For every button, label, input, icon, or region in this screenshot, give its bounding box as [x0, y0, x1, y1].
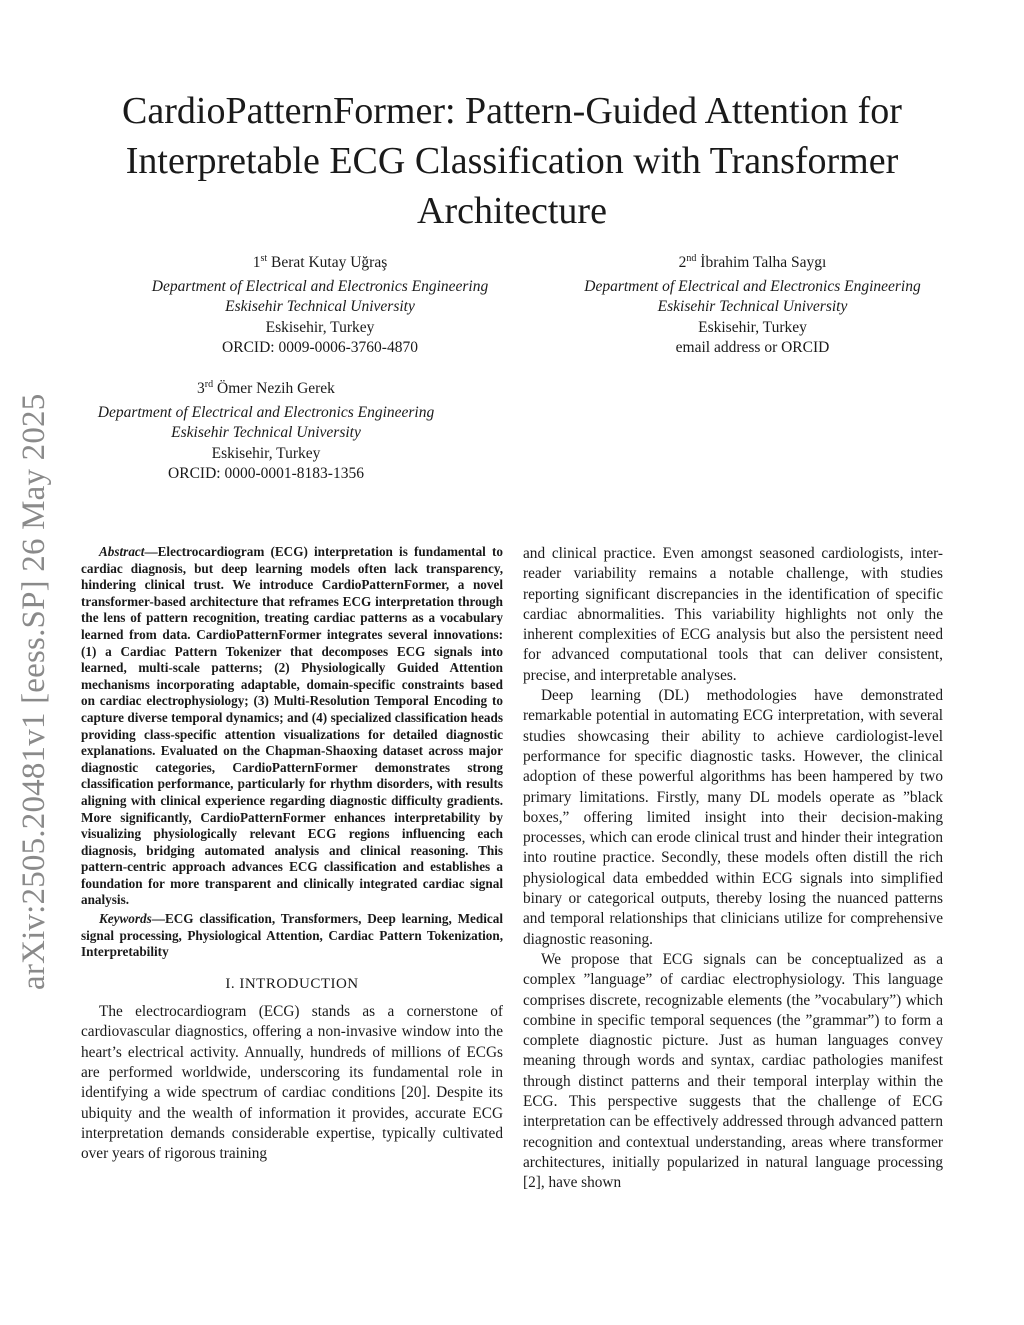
author-department: Department of Electrical and Electronics Engineering [151, 277, 489, 295]
arxiv-identifier: arXiv:2505.20481v1 [eess.SP] 26 May 2025 [16, 393, 52, 990]
author-name: 1st Berat Kutay Uğraş [252, 253, 388, 272]
body-paragraph: and clinical practice. Even amongst seasoned cardiologists, inter-reader variability remains a notable challenge, with studies reporting significant discrepancies in the identification of specific cardiac abnormalities. This variability highlights not only the inherent complexities of ECG analysis but also the persistent need for advanced computational tools that can deliver consistent, precise, and interpretable analyses. [523, 545, 943, 684]
author-city: Eskisehir, Turkey [265, 318, 375, 336]
abstract [81, 544, 503, 909]
author-university: Eskisehir Technical University [171, 424, 361, 442]
author-contact: ORCID: 0009-0006-3760-4870 [222, 339, 418, 357]
section-heading: I. INTRODUCTION [225, 975, 359, 992]
author-university: Eskisehir Technical University [225, 298, 415, 316]
author-name: 3rd Ömer Nezih Gerek [197, 379, 335, 398]
keywords-text: —ECG classification, Transformers, Deep learning, Medical signal processing, Physiological Attention, Cardiac Pattern Tokenization, Interpretability [81, 911, 503, 960]
author-university: Eskisehir Technical University [657, 298, 848, 316]
left-column [81, 544, 503, 1165]
keywords-label: Keywords [99, 911, 152, 927]
abstract-text: —Electrocardiogram (ECG) interpretation is fundamental to cardiac diagnosis, but deep learning models often lack transparency, hindering clinical trust. We introduce CardioPatternFormer, a novel transformer-based architecture that reframes ECG interpretation through the lens of pattern recognition, treating cardiac patterns as a vocabulary learned from data. CardioPatternFormer integrates several innovations: (1) a Cardiac Pattern Tokenizer that decomposes ECG signals into learned, multi-scale patterns; (2) Physiologically Guided Attention mechanisms incorporating adaptable, domain-specific constraints based on cardiac electrophysiology; (3) Multi-Resolution Temporal Encoding to capture diverse temporal dynamics; and (4) specialized classification heads providing class-specific attention visualizations for detailed diagnostic explanations. Evaluated on the Chapman-Shaoxing dataset across major diagnostic categories, CardioPatternFormer demonstrates strong classification performance, particularly for rhythm disorders, with results aligning with clinical experience regarding diagnostic difficulty gradients. More significantly, CardioPatternFormer enhances interpretability by visualizing physiologically relevant ECG regions influencing each diagnosis, bridging automated analysis and clinical reasoning. This pattern-centric approach advances ECG classification and establishes a foundation for more transparent and clinically integrated cardiac signal analysis. [81, 544, 503, 908]
author-block-2 [560, 249, 945, 359]
abstract-label: Abstract [99, 544, 145, 559]
author-department: Department of Electrical and Electronics Engineering [97, 403, 435, 421]
body-paragraph: The electrocardiogram (ECG) stands as a cornerstone of cardiovascular diagnostics, offering a non-invasive window into the heart’s electrical activity. Annually, hundreds of millions of ECGs are performed worldwide, underscoring its fundamental role in identifying a wide spectrum of cardiac conditions [20]. Despite its ubiquity and the wealth of information it provides, accurate ECG interpretation demands considerable expertise, typically cultivated over years of rigorous training [81, 1003, 503, 1163]
author-city: Eskisehir, Turkey [698, 318, 807, 336]
author-block-3 [76, 375, 456, 485]
body-paragraph: Deep learning (DL) methodologies have demonstrated remarkable potential in automating ECG interpretation, with several studies showcasing their ability to achieve cardiologist-level performance for specific diagnostic tasks. However, the clinical adoption of these powerful algorithms has been hampered by two primary limitations. Firstly, many DL models operate as ”black boxes,” offering limited insight into their decision-making processes, which can erode clinical trust and hinder their integration into routine practice. Secondly, these models often distill the rich physiological data embedded within ECG signals into simplified binary or categorical outputs, thereby losing the nuanced patterns and temporal relationships that clinicians utilize for comprehensive diagnostic reasoning. [523, 687, 943, 948]
author-department: Department of Electrical and Electronics Engineering [584, 277, 921, 295]
paper-title: CardioPatternFormer: Pattern-Guided Attention for Interpretable ECG Classification with Transformer Architecture [122, 90, 902, 232]
author-block-1 [130, 249, 510, 359]
author-name: 2nd İbrahim Talha Saygı [678, 253, 827, 272]
keywords [81, 911, 503, 961]
right-column [523, 544, 943, 1194]
author-contact: ORCID: 0000-0001-8183-1356 [168, 465, 364, 483]
author-city: Eskisehir, Turkey [211, 444, 321, 462]
body-paragraph: We propose that ECG signals can be conceptualized as a complex ”language” of cardiac electrophysiology. This language comprises discrete, recognizable elements (the ”vocabulary”) which combine in specific temporal sequences (the ”grammar”) to form a complete diagnostic picture. Just as human languages convey meaning through words and syntax, cardiac pathologies manifest through distinct patterns and their temporal interplay within the ECG. This perspective suggests that the challenge of ECG interpretation can be effectively addressed through advanced pattern recognition and contextual understanding, areas where transformer architectures, initially popularized in natural language processing [2], have shown [523, 950, 943, 1192]
author-contact: email address or ORCID [675, 339, 830, 357]
